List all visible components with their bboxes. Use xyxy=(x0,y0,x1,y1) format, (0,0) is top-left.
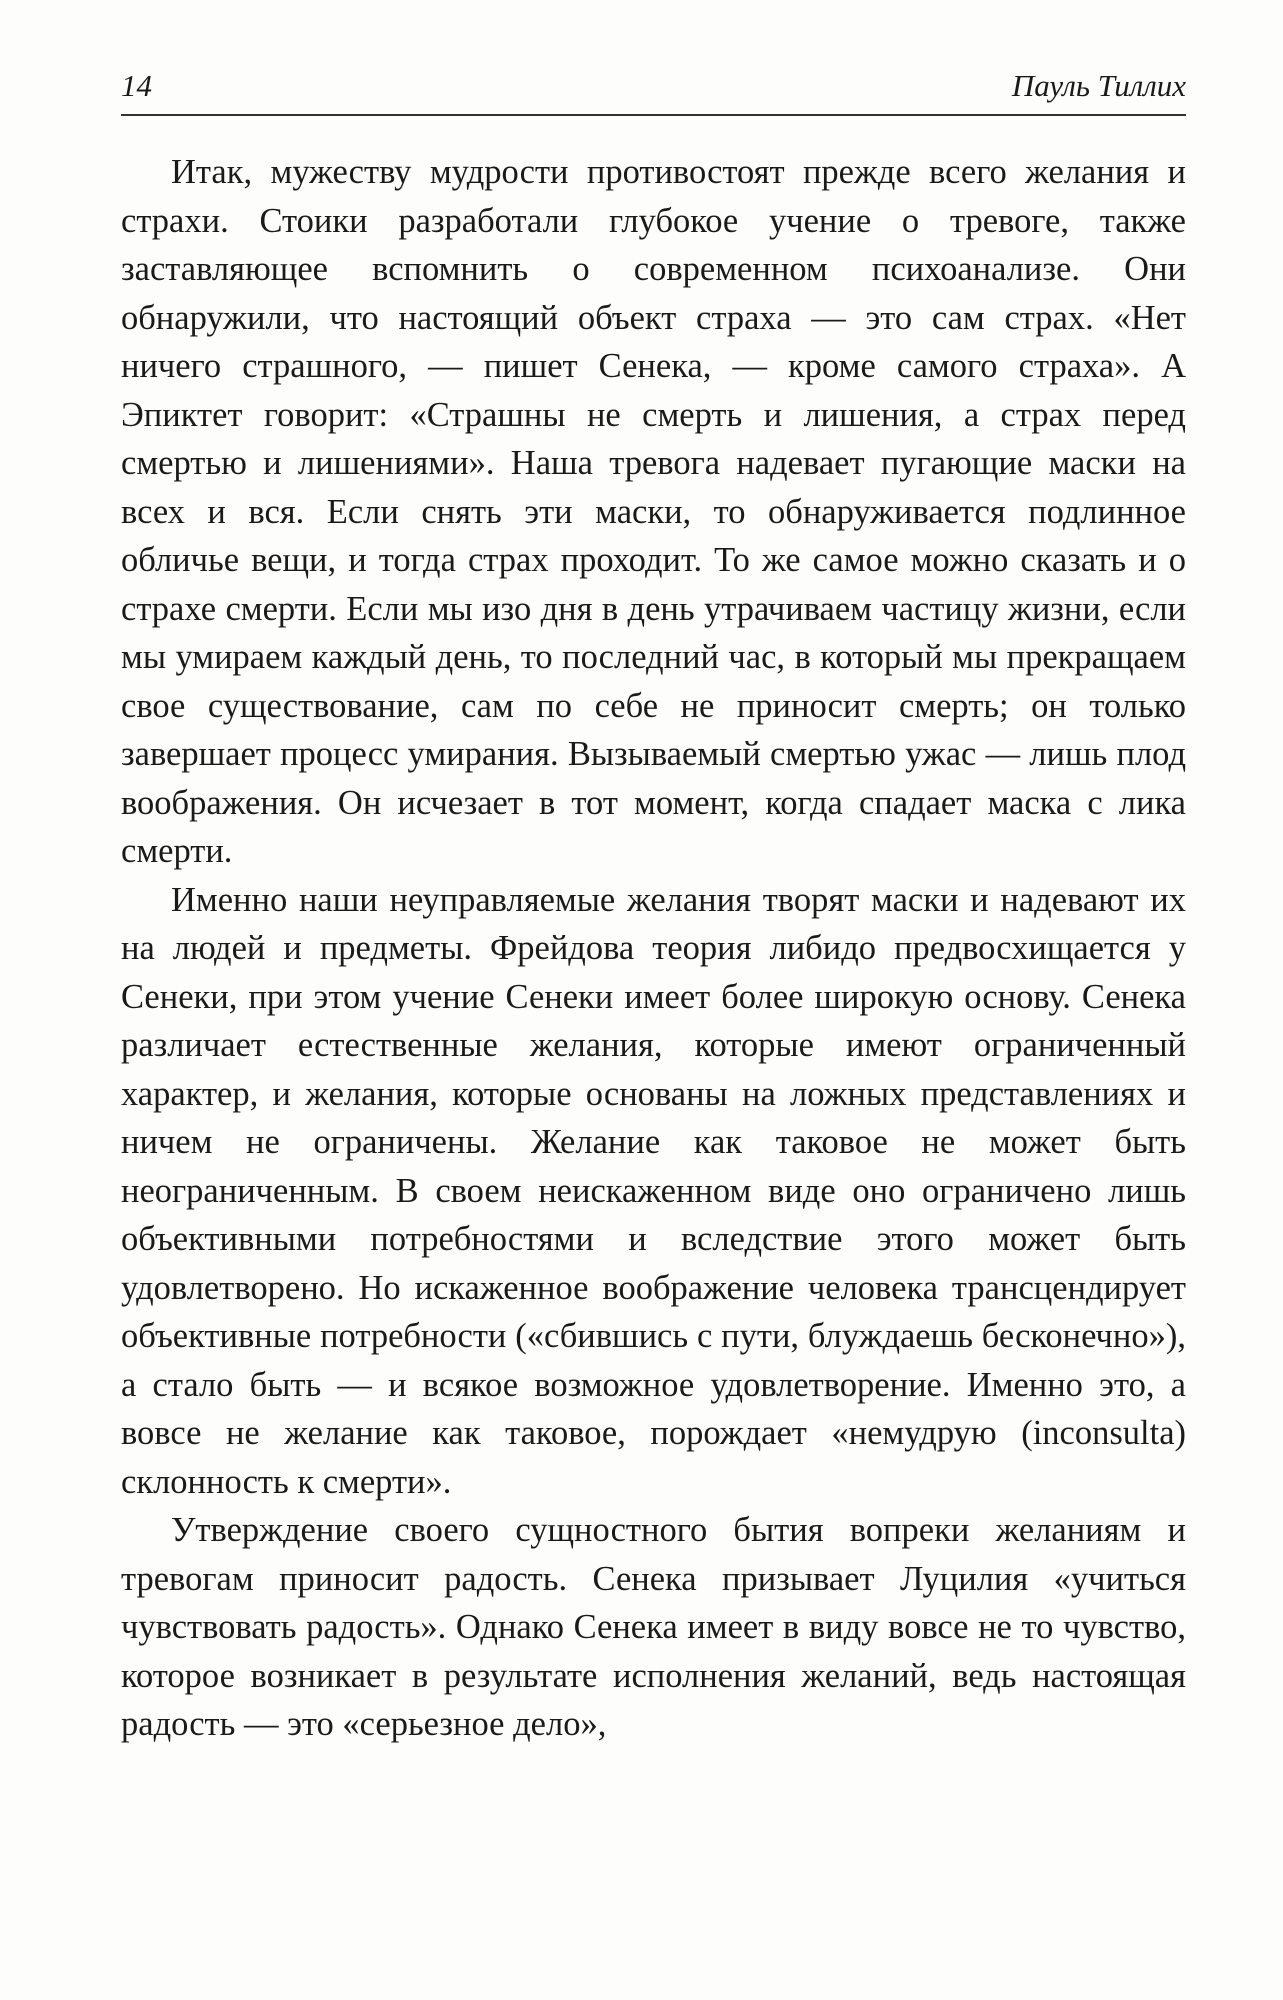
page-number: 14 xyxy=(121,68,152,103)
running-title: Пауль Тиллих xyxy=(1011,68,1186,103)
paragraph: Итак, мужеству мудрости противостоят прежде всего желания и страхи. Стоики разработали глубокое учение о тревоге, также заставляющее вспомнить о современном психоанализе. Они обнаружили, что настоящий объект страха — это сам страх. «Нет ничего страшного, — пишет Сенека, — кроме самого страха». А Эпиктет говорит: «Страшны не смерть и лишения, а страх перед смертью и лишениями». Наша тревога надевает пугающие маски на всех и вся. Если снять эти маски, то обнаруживается подлинное обличье вещи, и тогда страх проходит. То же самое можно сказать и о страхе смерти. Если мы изо дня в день утрачиваем частицу жизни, если мы умираем каждый день, то последний час, в который мы прекращаем свое существование, сам по себе не приносит смерть; он только завершает процесс умирания. Вызываемый смертью ужас — лишь плод воображения. Он исчезает в тот момент, когда спадает маска с лика смерти. xyxy=(121,153,1186,870)
paragraph: Утверждение своего сущностного бытия вопреки желаниям и тревогам приносит радость. Сенека призывает Луцилия «учиться чувствовать радость». Однако Сенека имеет в виду вовсе не то чувство, которое возникает в результате исполнения желаний, ведь настоящая радость — это «серьезное дело», xyxy=(121,1511,1186,1743)
paragraph: Именно наши неуправляемые желания творят маски и надевают их на людей и предметы. Фрейдова теория либидо предвосхищается у Сенеки, при этом учение Сенеки имеет более широкую основу. Сенека различает естественные желания, которые имеют ограниченный характер, и желания, которые основаны на ложных представлениях и ничем не ограничены. Желание как таковое не может быть неограниченным. В своем неискаженном виде оно ограничено лишь объективными потребностями и вследствие этого может быть удовлетворено. Но искаженное воображение человека трансцендирует объективные потребности («сбившись с пути, блуждаешь бесконечно»), а стало быть — и всякое возможное удовлетворение. Именно это, а вовсе не желание как таковое, порождает «немудрую (inconsulta) склонность к смерти». xyxy=(121,880,1186,1501)
running-head xyxy=(121,64,1186,116)
body-text xyxy=(121,148,1186,1749)
book-page xyxy=(121,64,1186,1749)
